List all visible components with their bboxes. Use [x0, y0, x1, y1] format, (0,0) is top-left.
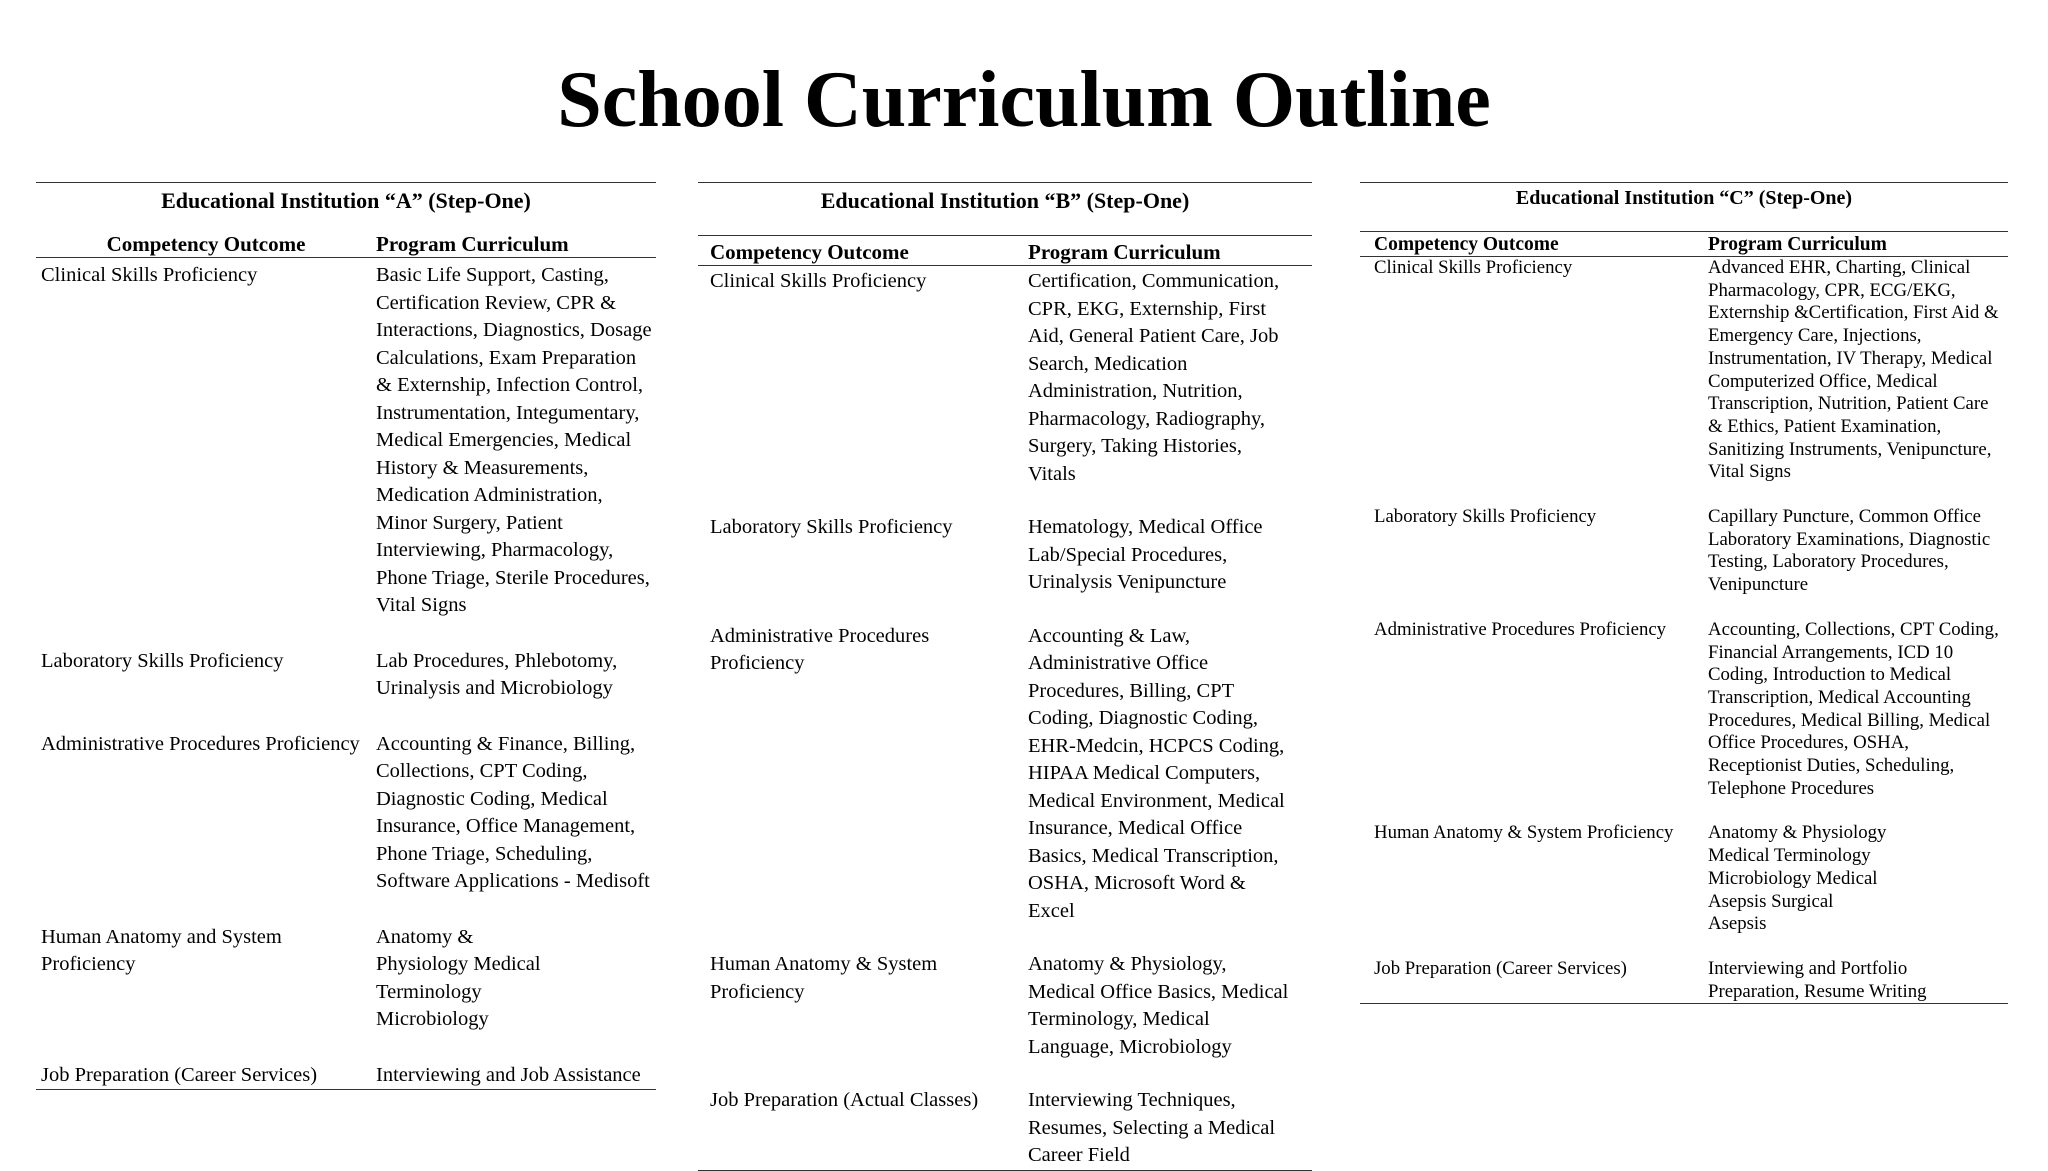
- column-header-curriculum: Program Curriculum: [376, 232, 569, 256]
- table-row: [698, 623, 1312, 926]
- table-row: [698, 268, 1312, 488]
- institution-a-table: [36, 182, 656, 1090]
- outcome-cell: Job Preparation (Actual Classes): [710, 1089, 979, 1111]
- table-row: [1360, 506, 2008, 597]
- column-header-outcome: Competency Outcome: [710, 240, 909, 264]
- table-row: [1360, 822, 2008, 936]
- institution-c-table: [1360, 182, 2008, 1004]
- curriculum-cell: Certification, Communication, CPR, EKG, Externship, First Aid, General Patient Care, Job Search, Medication Administration, Nutrition, Pharmacology, Radiography, Surgery, Taking Histories, Vitals: [1028, 270, 1280, 485]
- curriculum-cell: Accounting & Law, Administrative Office Procedures, Billing, CPT Coding, Diagnostic Coding, EHR-Medcin, HCPCS Coding, HIPAA Medical Computers, Medical Environment, Medical Insurance, Medical Office Basics, Medical Transcription, OSHA, Microsoft Word & Excel: [1028, 624, 1285, 922]
- table-heading: Educational Institution “B” (Step-One): [820, 188, 1190, 213]
- outcome-cell: Administrative Procedures Proficiency: [41, 732, 360, 755]
- outcome-cell: Clinical Skills Proficiency: [710, 270, 927, 292]
- table-row: [36, 648, 656, 703]
- column-header-outcome: Competency Outcome: [106, 232, 306, 256]
- outcome-cell: Human Anatomy & System Proficiency: [710, 953, 938, 1003]
- table-row: [1360, 257, 2008, 484]
- column-header-curriculum: Program Curriculum: [1028, 240, 1221, 264]
- column-headers: [698, 235, 1312, 266]
- outcome-cell: Clinical Skills Proficiency: [41, 264, 258, 286]
- table-row: [36, 731, 656, 896]
- curriculum-cell: Hematology, Medical Office Lab/Special Procedures, Urinalysis Venipuncture: [1028, 516, 1263, 593]
- outcome-cell: Laboratory Skills Proficiency: [710, 516, 953, 538]
- curriculum-cell: Lab Procedures, Phlebotomy, Urinalysis and Microbiology: [376, 649, 618, 699]
- column-header-outcome: Competency Outcome: [1374, 234, 1559, 255]
- outcome-cell: Human Anatomy & System Proficiency: [1374, 822, 1674, 844]
- outcome-cell: Job Preparation (Career Services): [1374, 957, 1627, 979]
- table-heading: Educational Institution “C” (Step-One): [1515, 187, 1853, 209]
- outcome-cell: Laboratory Skills Proficiency: [41, 649, 284, 672]
- outcome-cell: Administrative Procedures Proficiency: [710, 624, 930, 674]
- curriculum-cell: Advanced EHR, Charting, Clinical Pharmacology, CPR, ECG/EKG, Externship &Certification, First Aid & Emergency Care, Injections, Instrumentation, IV Therapy, Medical Computerized Office, Medical Transcription, Nutrition, Patient Care & Ethics, Patient Examination, Sanitizing Instruments, Venipuncture, Vital Signs: [1708, 257, 1999, 483]
- curriculum-cell: Anatomy & Physiology Medical Terminology Microbiology Medical Asepsis Surgical Asepsis: [1708, 822, 1887, 935]
- curriculum-cell: Anatomy & Physiology Medical Terminology Microbiology: [376, 925, 541, 1030]
- table-row: [1360, 619, 2008, 801]
- outcome-cell: Human Anatomy and System Proficiency: [41, 925, 282, 975]
- institution-b-table: [698, 182, 1312, 1171]
- curriculum-cell: Anatomy & Physiology, Medical Office Basics, Medical Terminology, Medical Language, Microbiology: [1028, 953, 1289, 1058]
- curriculum-cell: Interviewing and Job Assistance: [376, 1063, 641, 1086]
- outcome-cell: Laboratory Skills Proficiency: [1374, 506, 1597, 528]
- table-row: [1360, 958, 2008, 1004]
- outcome-cell: Job Preparation (Career Services): [41, 1063, 318, 1086]
- curriculum-cell: Basic Life Support, Casting, Certification Review, CPR & Interactions, Diagnostics, Dosage Calculations, Exam Preparation & Externship, Infection Control, Instrumentation, Integumentary, Medical Emergencies, Medical History & Measurements, Medication Administration, Minor Surgery, Patient Interviewing, Pharmacology, Phone Triage, Sterile Procedures, Vital Signs: [376, 264, 652, 616]
- table-row: [36, 924, 656, 1034]
- column-headers: [36, 231, 656, 258]
- curriculum-cell: Capillary Puncture, Common Office Laboratory Examinations, Diagnostic Testing, Laboratory Procedures, Venipuncture: [1708, 506, 1991, 596]
- table-row: [698, 514, 1312, 597]
- column-headers: [1360, 231, 2008, 257]
- table-row: [698, 951, 1312, 1061]
- outcome-cell: Administrative Procedures Proficiency: [1374, 618, 1667, 640]
- table-row: [36, 262, 656, 620]
- table-row: [698, 1087, 1312, 1171]
- column-header-curriculum: Program Curriculum: [1708, 234, 1887, 255]
- curriculum-cell: Accounting & Finance, Billing, Collections, CPT Coding, Diagnostic Coding, Medical Insurance, Office Management, Phone Triage, Scheduling, Software Applications - Medisoft: [376, 732, 650, 892]
- curriculum-cell: Interviewing and Portfolio Preparation, Resume Writing: [1708, 957, 1927, 1002]
- curriculum-cell: Accounting, Collections, CPT Coding, Financial Arrangements, ICD 10 Coding, Introduction to Medical Transcription, Medical Accounting Procedures, Medical Billing, Medical Office Procedures, OSHA, Receptionist Duties, Scheduling, Telephone Procedures: [1708, 618, 1999, 799]
- table-heading: Educational Institution “A” (Step-One): [161, 188, 531, 213]
- curriculum-cell: Interviewing Techniques, Resumes, Selecting a Medical Career Field: [1028, 1089, 1276, 1166]
- outcome-cell: Clinical Skills Proficiency: [1374, 257, 1573, 278]
- page-title: School Curriculum Outline: [557, 56, 1491, 144]
- table-row: [36, 1062, 656, 1091]
